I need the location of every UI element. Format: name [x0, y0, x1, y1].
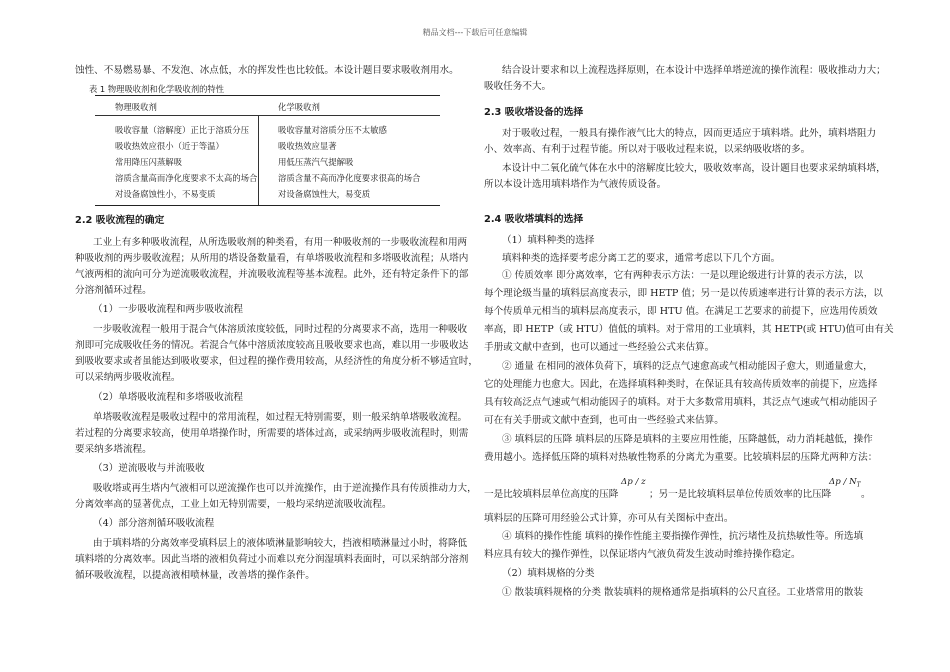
- absorbent-table: [95, 95, 440, 206]
- formula-text-b: ；另一是比较填料层单位传质效率的比压降: [649, 489, 832, 500]
- paragraph-line: 填料种类的选择要考虑分离工艺的要求，通常考虑以下几个方面。: [502, 253, 781, 264]
- subheading: （1）填料种类的选择: [502, 235, 595, 246]
- formula-end: 。: [861, 489, 871, 500]
- paragraph-line: 对于吸收过程，一般具有操作液气比大的特点，因而更适应于填料塔。此外，填料塔阻力: [502, 128, 877, 139]
- table-caption: 表 1 物理吸收剂和化学吸收剂的特性: [89, 84, 225, 94]
- table-cell: 常用降压闪蒸解吸: [115, 157, 182, 167]
- table-cell: 溶质含量不高而净化度要求很高的场合: [278, 173, 421, 183]
- paragraph-line: ④ 填料的操作性能 填料的操作性能主要指操作弹性，抗污堵性及抗热敏性等。所选填: [502, 531, 864, 542]
- paragraph-line: 结合设计要求和以上流程选择原则，在本设计中选择单塔逆流的操作流程：吸收推动力大；: [502, 65, 886, 76]
- paragraph-line: 每个理论级当量的填料层高度表示，即 HETP 值；另一是以传质速率进行计算的表示方法，以: [484, 288, 883, 299]
- paragraph-line: 若过程的分离要求较高，使用单塔操作时，所需要的塔体过高，或采纳两步吸收流程时，则需: [75, 428, 469, 439]
- paragraph-line: ② 通量 在相同的液体负荷下，填料的泛点气速愈高或气相动能因子愈大，则通量愈大，: [502, 361, 873, 372]
- section-heading-2-2: 2.2 吸收流程的确定: [75, 215, 165, 226]
- paragraph-line: 剂即可完成吸收任务的情况。若混合气体中溶质浓度较高且吸收要求也高，难以用一步吸收达: [75, 340, 469, 351]
- paragraph-line: 工业上有多种吸收流程，从所选吸收剂的种类看，有用一种吸收剂的一步吸收流程和用两: [93, 237, 468, 248]
- paragraph-line: 循环吸收流程，以提高液相喷林量，改善塔的操作条件。: [75, 570, 315, 581]
- paragraph-line: 吸收任务不大。: [484, 81, 552, 92]
- intro-line: 蚀性、不易燃易暴、不发泡、冰点低，水的挥发性也比较低。本设计题目要求吸收剂用水。: [75, 65, 459, 76]
- section-heading-2-4: 2.4 吸收塔填料的选择: [484, 214, 584, 225]
- paragraph-line: 填料塔的分离效率。因此当塔的液相负荷过小而难以充分润湿填料表面时，可以采纳部分溶剂: [75, 554, 469, 565]
- paragraph-line: 到吸收要求或者虽能达到吸收要求，但过程的操作费用较高，从经济性的角度分析不够适宜时，: [75, 356, 478, 367]
- paragraph-line: ① 散装填料规格的分类 散装填料的规格通常是指填料的公尺直径。工业塔常用的散装: [502, 587, 864, 598]
- page-header: 精品文档---下载后可任意编辑: [422, 28, 528, 37]
- subheading: （1）一步吸收流程和两步吸收流程: [93, 304, 244, 315]
- table-cell: 对设备腐蚀性大，易变质: [278, 189, 371, 199]
- paragraph-line: 料应具有较大的操作弹性，以保证塔内气液负荷发生波动时维持操作稳定。: [484, 549, 801, 560]
- paragraph-line: ① 传质效率 即分离效率，它有两种表示方法：一是以理论级进行计算的表示方法，以: [502, 270, 864, 281]
- subheading: （2）填料规格的分类: [502, 568, 595, 579]
- table-cell: 吸收容量（溶解度）正比于溶质分压: [115, 125, 249, 135]
- table-cell: 溶质含量高而净化度要求不太高的场合: [115, 173, 258, 183]
- paragraph-line: 它的处理能力也愈大。因此，在选择填料种类时，在保证具有较高传质效率的前提下，应选择: [484, 379, 878, 390]
- table-cell: 用低压蒸汽气提解吸: [278, 157, 354, 167]
- paragraph-line: 填料层的压降可用经验公式计算，亦可从有关图标中查出。: [484, 513, 734, 524]
- formula-text-a: 一是比较填料层单位高度的压降: [484, 489, 619, 500]
- paragraph-line: 要采纳多塔流程。: [75, 444, 152, 455]
- paragraph-line: ③ 填料层的压降 填料层的压降是填料的主要应用性能，压降越低，动力消耗越低，操作: [502, 434, 873, 445]
- subheading: （4）部分溶剂循环吸收流程: [93, 518, 215, 529]
- paragraph-line: 可以采纳两步吸收流程。: [75, 372, 181, 383]
- paragraph-line: 率高，即 HETP（或 HTU）值低的填料。对于常用的工业填料，其 HETP(或 HTU)值可由有关: [484, 324, 894, 335]
- table-cell: 吸收容量对溶质分压不太敏感: [278, 125, 387, 135]
- paragraph-line: 种吸收剂的两步吸收流程；从所用的塔设备数量看，有单塔吸收流程和多塔吸收流程；从塔内: [75, 253, 469, 264]
- paragraph-line: 分溶剂循环过程。: [75, 285, 152, 296]
- paragraph-line: 手册或文献中查到，也可以通过一些经验公式来估算。: [484, 342, 715, 353]
- section-heading-2-3: 2.3 吸收塔设备的选择: [484, 107, 584, 118]
- subheading: （2）单塔吸收流程和多塔吸收流程: [93, 392, 244, 403]
- paragraph-line: 所以本设计选用填料塔作为气液传质设备。: [484, 179, 667, 190]
- paragraph-line: 由于填料塔的分离效率受填料层上的液体喷淋量影响较大，挡液相喷淋量过小时，将降低: [93, 538, 468, 549]
- formula-pressure-drop-per-stage: Δp / $N_T$: [829, 477, 861, 489]
- paragraph-line: 小、效率高、有利于过程节能。所以对于吸收过程来说，以采纳吸收塔的多。: [484, 144, 811, 155]
- table-header-physical: 物理吸收剂: [115, 102, 157, 112]
- paragraph-line: 具有较高泛点气速或气相动能因子的填料。对于大多数常用填料，其泛点气速或气相动能因子: [484, 397, 878, 408]
- paragraph-line: 分离效率高的显著优点，工业上如无特别需要，一般均采纳逆流吸收流程。: [75, 499, 392, 510]
- subheading: （3）逆流吸收与并流吸收: [93, 463, 205, 474]
- table-cell: 吸收热效应很小（近于等温）: [115, 141, 224, 151]
- formula-pressure-drop-per-height: Δp / z: [621, 477, 646, 487]
- paragraph-line: 一步吸收流程一般用于混合气体溶质浓度较低，同时过程的分离要求不高，选用一种吸收: [93, 324, 468, 335]
- table-cell: 吸收热效应显著: [278, 141, 337, 151]
- paragraph-line: 每个传质单元相当的填料层高度表示，即 HTU 值。在满足工艺要求的前提下，应选用传质效: [484, 306, 878, 317]
- paragraph-line: 吸收塔或再生塔内气液相可以逆流操作也可以并流操作，由于逆流操作具有传质推动力大，: [93, 483, 477, 494]
- table-cell: 对设备腐蚀性小，不易变质: [115, 189, 216, 199]
- paragraph-line: 气液两相的流向可分为逆流吸收流程，并流吸收流程等基本流程。此外，还有特定条件下的部: [75, 269, 469, 280]
- paragraph-line: 可在有关手册或文献中查到，也可由一些经验式来估算。: [484, 415, 724, 426]
- table-header-chemical: 化学吸收剂: [278, 102, 320, 112]
- paragraph-line: 本设计中二氧化硫气体在水中的溶解度比较大，吸收效率高，设计题目也要求采纳填料塔，: [502, 163, 886, 174]
- paragraph-line: 单塔吸收流程是吸收过程中的常用流程，如过程无特别需要，则一般采纳单塔吸收流程。: [93, 412, 468, 423]
- paragraph-line: 费用越小。选择低压降的填料对热敏性物系的分离尤为重要。比较填料层的压降尤两种方法：: [484, 452, 878, 463]
